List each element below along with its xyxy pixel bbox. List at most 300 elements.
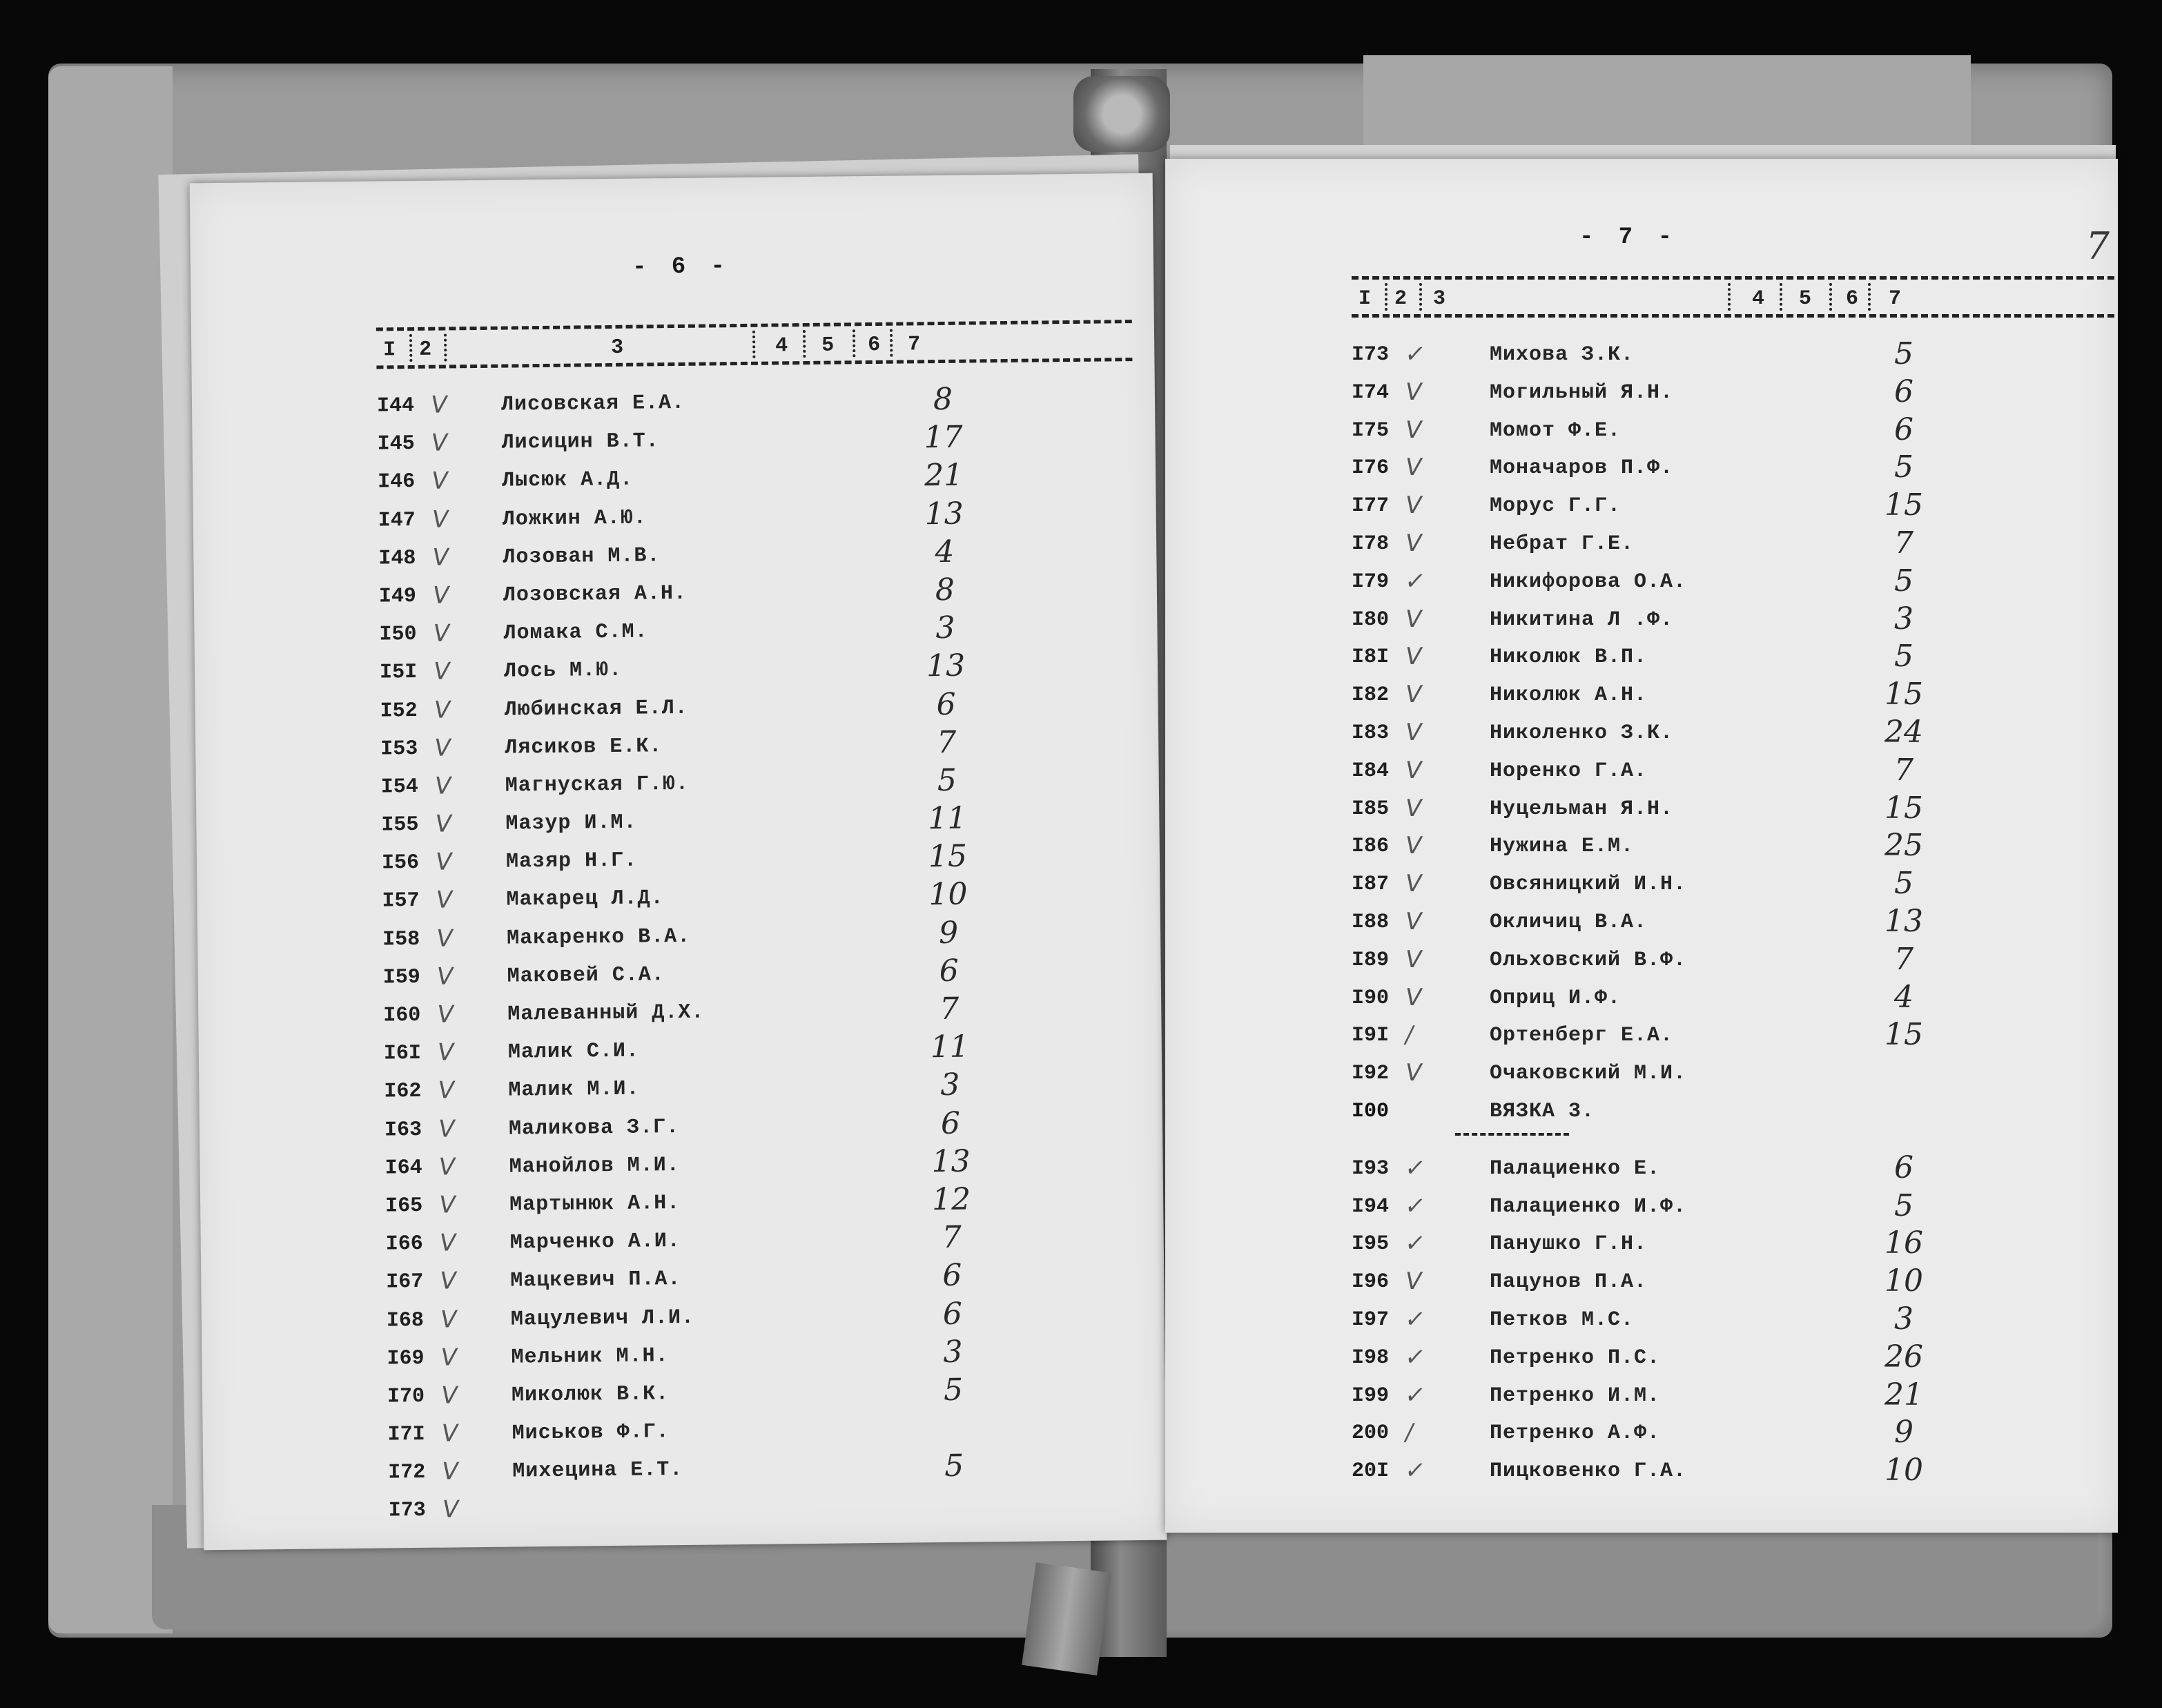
row-number: I99 [1352,1384,1390,1408]
register-row [1352,563,2111,605]
handwritten-count: 5 [1894,639,1913,675]
handwritten-count: 3 [935,610,955,646]
person-name: Момот Ф.Е. [1490,418,1622,443]
handwritten-count: 8 [933,381,953,418]
left-page [190,173,1167,1550]
handwritten-count: 10 [1885,1263,1923,1299]
row-number: I45 [377,432,415,456]
register-row [1352,979,2111,1022]
folder-label-strip [1363,55,1971,159]
handwritten-count: 7 [1894,525,1913,561]
handwritten-count: 7 [1894,752,1913,788]
column-3-heading: 3 [611,336,624,360]
check-mark: V [1403,492,1424,520]
person-name: Ортенберг Е.А. [1490,1024,1674,1048]
person-name: Маликова З.Г. [508,1115,680,1141]
register-row [1352,1453,2111,1495]
person-name: Ольховский В.Ф. [1490,948,1687,972]
person-name: Петренко И.М. [1490,1384,1661,1408]
check-mark: V [431,657,452,686]
check-mark: V [429,429,450,457]
row-number: I64 [384,1156,422,1181]
handwritten-count: 16 [1885,1225,1923,1261]
row-number: I94 [1352,1194,1390,1219]
register-rows [1352,336,2111,1495]
row-number: I5I [379,661,418,685]
row-number: I77 [1352,494,1390,518]
register-row [1352,1263,2111,1306]
column-5-heading: 5 [1799,287,1812,311]
row-number: I79 [1352,570,1390,594]
check-mark: V [433,848,454,876]
check-mark: V [439,1457,460,1486]
row-number: I88 [1352,910,1390,934]
check-mark: V [434,962,456,991]
check-mark: / [1403,1419,1416,1447]
row-number: I68 [386,1308,425,1332]
column-5-heading: 5 [821,333,835,358]
section-heading-row [1352,1097,2111,1135]
register-row [1352,449,2111,492]
person-name: Пацунов П.А. [1490,1270,1648,1294]
check-mark: ✓ [1403,1457,1428,1485]
handwritten-count: 13 [926,648,966,684]
person-name: Любинская Е.Л. [504,696,688,722]
check-mark: V [1403,416,1424,444]
column-separator [853,329,855,357]
register-row [1352,1339,2111,1381]
person-name: Лозовская А.Н. [503,581,688,608]
column-separator [1419,283,1422,311]
handwritten-count: 9 [938,915,959,951]
row-number: I65 [385,1194,423,1219]
person-name: Миколюк В.К. [511,1382,670,1408]
handwritten-count: 3 [1894,1301,1913,1337]
person-name: Пицковенко Г.А. [1490,1459,1687,1484]
handwritten-count: 5 [1894,563,1913,599]
check-mark: V [428,391,449,419]
check-mark: V [1403,983,1424,1011]
check-mark: V [432,772,454,800]
header-rule-top [1352,276,2114,280]
check-mark: V [1403,756,1424,784]
check-mark: V [1403,1268,1424,1296]
handwritten-count: 6 [1894,1149,1913,1185]
check-mark: V [1403,870,1424,898]
handwritten-count: 13 [924,496,964,532]
person-name: Окличиц В.А. [1490,910,1648,934]
check-mark: V [434,886,455,915]
handwritten-count: 21 [1885,1377,1923,1413]
handwritten-count: 7 [936,724,957,760]
person-name: Марченко А.И. [509,1230,681,1255]
check-mark: V [434,924,455,953]
column-3-heading: 3 [1433,287,1446,311]
person-name: Миськов Ф.Г. [512,1420,670,1446]
row-number: I98 [1352,1346,1390,1370]
handwritten-count: 6 [942,1296,963,1332]
check-mark: V [1403,681,1424,709]
check-mark: V [1403,643,1424,671]
handwritten-count: 15 [1885,487,1923,523]
handwritten-count: 11 [928,800,967,837]
check-mark: V [1403,945,1424,973]
row-number: I59 [382,965,420,990]
column-separator [803,330,806,358]
handwritten-count: 13 [931,1143,971,1179]
register-row [1352,525,2111,567]
person-name: Михова З.К. [1490,343,1635,367]
check-mark: V [436,1076,457,1105]
row-number: I86 [1352,835,1390,859]
person-name: Ложкин А.Ю. [502,506,647,532]
handwritten-count: 8 [935,572,955,608]
check-mark: V [434,1000,456,1029]
row-number: I87 [1352,873,1390,897]
section-spacer [1352,1135,2111,1154]
handwritten-count: 4 [1894,979,1913,1015]
person-name: Петков М.С. [1490,1308,1635,1332]
person-name: Мацкевич П.А. [510,1268,681,1293]
row-number: I73 [388,1499,427,1523]
handwritten-count: 13 [1885,903,1923,939]
row-number: I85 [1352,797,1390,821]
header-rule-top [376,320,1132,331]
person-name: Палациенко И.Ф. [1490,1194,1687,1219]
row-number: I56 [381,851,420,875]
section-underline [1455,1133,1569,1136]
check-mark: ✓ [1403,1381,1428,1409]
row-number: I76 [1352,456,1390,481]
register-row [1352,1415,2111,1457]
register-row [1352,1301,2111,1343]
binding-string [1022,1562,1111,1676]
register-row [1352,866,2111,908]
handwritten-count: 15 [1885,677,1923,712]
column-2-heading: 2 [1394,287,1408,311]
check-mark: V [438,1305,459,1334]
handwritten-count: 4 [935,534,955,570]
register-row [1352,411,2111,454]
person-name: Ломака С.М. [503,620,648,646]
register-row [1352,336,2111,378]
check-mark: V [430,543,451,572]
handwritten-count: 7 [1894,941,1913,977]
row-number: I46 [378,470,416,494]
row-number: I6I [383,1042,422,1066]
handwritten-count: 6 [942,1258,962,1294]
row-number: I54 [380,775,419,799]
register-row [1352,1149,2111,1192]
handwritten-count: 24 [1885,714,1923,750]
person-name: Макарец Л.Д. [506,886,664,913]
row-number: I70 [387,1384,425,1409]
person-name: Маковей С.А. [507,963,665,989]
row-number: I63 [384,1118,422,1143]
check-mark: V [1403,529,1424,557]
register-row [1352,903,2111,946]
column-header [376,320,1133,369]
row-number: I92 [1352,1062,1390,1086]
column-separator [1829,283,1832,311]
row-number: I66 [385,1232,423,1256]
check-mark: V [1403,454,1424,482]
check-mark: V [431,619,452,648]
handwritten-count: 10 [928,877,968,913]
register-row [1352,373,2111,416]
binding-knot [1073,76,1170,152]
person-name: Морус Г.Г. [1490,494,1622,518]
column-7-heading: 7 [908,333,921,357]
person-name: Очаковский М.И. [1490,1062,1687,1086]
check-mark: V [437,1229,458,1257]
person-name: Оприц И.Ф. [1490,986,1622,1010]
person-name: Малик М.И. [508,1077,640,1103]
row-number: I74 [1352,380,1390,405]
handwritten-count: 15 [928,838,968,875]
row-number: I97 [1352,1308,1390,1332]
check-mark: V [1403,605,1424,633]
register-row [1352,714,2111,757]
check-mark: ✓ [1403,340,1428,368]
check-mark: ✓ [1403,567,1428,595]
handwritten-count: 11 [930,1029,970,1065]
register-row [1352,828,2111,870]
check-mark: V [436,1153,458,1181]
register-row [1352,1225,2111,1268]
person-name: Петренко А.Ф. [1490,1421,1661,1446]
person-name: Мацулевич Л.И. [510,1306,695,1332]
handwritten-count: 5 [1894,336,1913,371]
check-mark: V [439,1419,460,1448]
check-mark: V [1403,1059,1424,1087]
check-mark: / [1403,1021,1416,1049]
handwritten-count: 25 [1885,828,1923,864]
column-1-heading: I [383,338,396,362]
check-mark: V [1403,718,1424,746]
row-number: I89 [1352,948,1390,972]
check-mark: ✓ [1403,1230,1428,1258]
check-mark: V [440,1495,461,1524]
handwritten-count: 6 [1894,411,1913,447]
register-row [1352,790,2111,833]
check-mark: V [438,1267,458,1295]
handwritten-count: 3 [940,1067,960,1103]
check-mark: V [1403,794,1424,822]
check-mark: ✓ [1403,1192,1428,1220]
person-name: Норенко Г.А. [1490,759,1648,783]
handwritten-count: 5 [1894,449,1913,485]
header-rule-bottom [376,358,1132,369]
row-number: I55 [381,813,419,837]
column-separator [890,329,893,357]
person-name: Манойлов М.И. [509,1153,680,1179]
register-row [1352,1377,2111,1419]
register-row [1352,487,2111,530]
person-name: Малик С.И. [507,1039,640,1065]
handwritten-count: 6 [1894,373,1913,409]
row-number: I7I [387,1422,425,1447]
handwritten-count: 5 [944,1448,964,1484]
person-name: Николенко З.К. [1490,721,1674,745]
person-name: Мартынюк А.Н. [509,1191,681,1217]
person-name: Никитина Л .Ф. [1490,608,1674,632]
handwritten-count: 15 [1885,1017,1923,1053]
column-separator [752,331,755,358]
register-row [1352,1187,2111,1230]
handwritten-count: 6 [939,953,959,989]
handwritten-count: 17 [924,419,963,456]
page-number: - 7 - [1579,224,1678,251]
column-separator [1385,283,1387,311]
row-number: I8I [1352,646,1390,670]
column-6-heading: 6 [868,333,881,358]
handwritten-count: 5 [1894,1187,1913,1223]
person-name: Михецина Е.Т. [512,1458,683,1484]
column-4-heading: 4 [775,334,788,358]
check-mark: ✓ [1403,1305,1428,1333]
person-name: Никифорова О.А. [1490,570,1687,594]
person-name: Лысюк А.Д. [502,468,634,494]
register-row [1352,677,2111,719]
row-number: I62 [384,1080,422,1104]
check-mark: V [435,1038,456,1067]
check-mark: V [431,734,453,762]
row-number: I49 [378,584,417,609]
row-number: I57 [382,889,420,913]
row-number: I75 [1352,418,1390,443]
handwritten-count: 9 [1894,1415,1913,1450]
register-row [389,1488,1149,1535]
check-mark: V [429,467,450,496]
row-number: I95 [1352,1232,1390,1256]
row-number: I47 [378,508,416,533]
handwritten-count: 5 [937,762,957,798]
archive-sheet-number: 7 [2085,224,2110,268]
handwritten-count: 12 [931,1181,971,1218]
person-name: Малеванный Д.Х. [507,1000,705,1027]
person-name: Могильный Я.Н. [1490,380,1674,405]
column-7-heading: 7 [1889,287,1902,311]
column-1-heading: I [1358,287,1372,311]
person-name: Магнуская Г.Ю. [505,772,690,798]
person-name: Лисицин В.Т. [501,429,659,455]
person-name: Палациенко Е. [1490,1156,1661,1181]
handwritten-count: 5 [943,1372,964,1408]
person-name: Мельник М.Н. [511,1343,669,1370]
person-name: Моначаров П.Ф. [1490,456,1674,481]
check-mark: V [438,1343,460,1372]
handwritten-count: 5 [1894,866,1913,902]
person-name: Лисовская Е.А. [500,391,685,417]
handwritten-count: 6 [936,686,956,722]
row-number: I80 [1352,608,1390,632]
row-number: I78 [1352,532,1390,556]
check-mark: V [1403,907,1424,935]
column-separator [1868,283,1871,311]
column-separator [444,333,447,361]
row-number: I84 [1352,759,1390,783]
person-name: Лозован М.В. [503,543,661,570]
register-row [1352,1059,2111,1097]
check-mark: V [431,695,453,724]
check-mark: V [429,505,451,534]
row-number: 20I [1352,1459,1390,1484]
register-row [1352,1017,2111,1059]
header-rule-bottom [1352,314,2114,318]
person-name: Макаренко В.А. [506,924,691,951]
register-row [1352,752,2111,795]
person-name: Николюк В.П. [1490,646,1648,670]
check-mark: V [430,581,451,610]
check-mark: V [1403,832,1424,860]
page-number: - 6 - [632,253,731,281]
section-number: I00 [1352,1099,1390,1123]
row-number: I83 [1352,721,1390,745]
column-separator [409,334,412,362]
handwritten-count: 6 [940,1105,961,1141]
handwritten-count: 7 [942,1219,962,1256]
row-number: I90 [1352,986,1390,1010]
person-name: Панушко Г.Н. [1490,1232,1648,1256]
register-row [1352,941,2111,984]
row-number: I69 [387,1346,425,1371]
person-name: Николюк А.Н. [1490,683,1648,708]
person-name: Небрат Г.Е. [1490,532,1635,556]
row-number: I52 [380,699,418,724]
row-number: I48 [378,546,416,571]
row-number: I50 [379,623,417,647]
row-number: I93 [1352,1156,1390,1181]
row-number: 200 [1352,1421,1390,1446]
row-number: I44 [376,394,415,418]
row-number: I82 [1352,683,1390,708]
row-number: I96 [1352,1270,1390,1294]
register-row [1352,639,2111,681]
folder-flap [48,66,173,1633]
row-number: I9I [1352,1024,1390,1048]
person-name: Лось М.Ю. [503,659,623,683]
check-mark: ✓ [1403,1154,1428,1182]
handwritten-count: 21 [924,458,964,494]
person-name: Овсяницкий И.Н. [1490,873,1687,897]
column-separator [1728,283,1731,311]
person-name: Мазяр Н.Г. [505,848,638,874]
row-number: I73 [1352,343,1390,367]
person-name: Петренко П.С. [1490,1346,1661,1370]
row-number: I58 [382,927,420,952]
section-title: ВЯЗКА 3. [1490,1099,1595,1123]
handwritten-count: 3 [943,1334,963,1370]
person-name: Нужина Е.М. [1490,835,1635,859]
check-mark: V [436,1114,457,1143]
handwritten-count: 10 [1885,1453,1923,1488]
check-mark: V [436,1191,458,1219]
handwritten-count: 7 [939,991,960,1027]
row-number: I53 [380,737,418,761]
column-header [1352,276,2114,318]
check-mark: V [1403,378,1424,406]
column-4-heading: 4 [1752,287,1765,311]
row-number: I60 [383,1003,421,1028]
column-6-heading: 6 [1846,287,1859,311]
check-mark: ✓ [1403,1343,1428,1371]
person-name: Нуцельман Я.Н. [1490,797,1674,821]
check-mark: V [438,1381,460,1410]
handwritten-count: 26 [1885,1339,1923,1375]
register-rows [376,381,1148,1535]
row-number: I67 [386,1270,424,1294]
